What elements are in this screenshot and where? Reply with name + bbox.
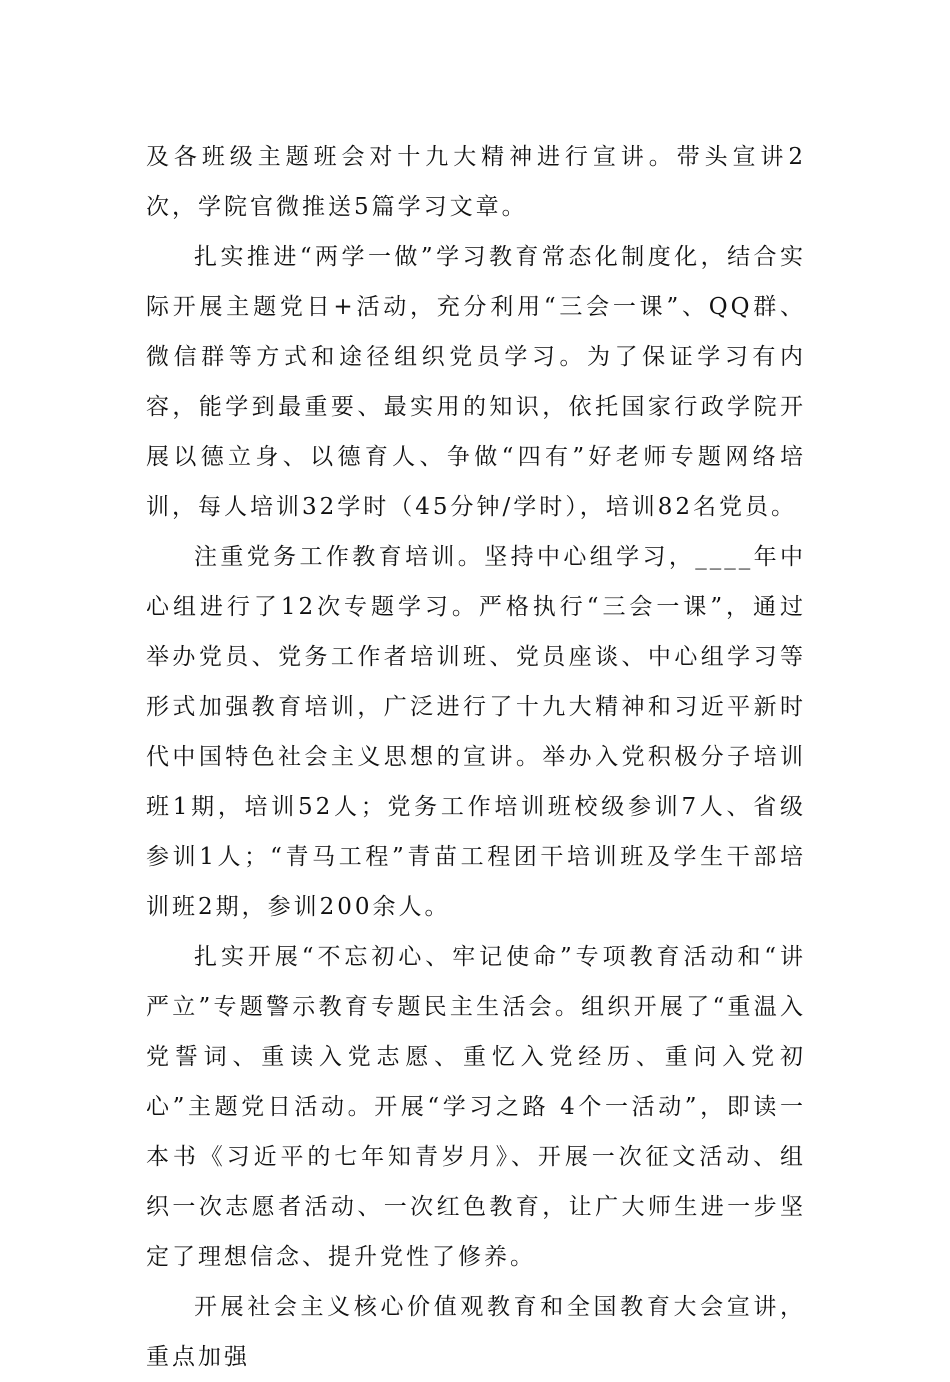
document-body: [146, 132, 806, 1382]
paragraph-two-studies: 扎实推进“两学一做”学习教育常态化制度化，结合实际开展主题党日+活动，充分利用“三会一课”、QQ群、微信群等方式和途径组织党员学习。为了保证学习有内容，能学到最重要、最实用的知识，依托国家行政学院开展以德立身、以德育人、争做“四有”好老师专题网络培训，每人培训32学时（45分钟/学时），培训82名党员。: [146, 244, 806, 520]
paragraph-core-values: 开展社会主义核心价值观教育和全国教育大会宣讲，重点加强: [146, 1294, 806, 1370]
paragraph-continuation: 及各班级主题班会对十九大精神进行宣讲。带头宣讲2次，学院官微推送5篇学习文章。: [146, 144, 806, 220]
paragraph-original-mission: 扎实开展“不忘初心、牢记使命”专项教育活动和“讲严立”专题警示教育专题民主生活会。组织开展了“重温入党誓词、重读入党志愿、重忆入党经历、重问入党初心”主题党日活动。开展“学习之路 4个一活动”，即读一本书《习近平的七年知青岁月》、开展一次征文活动、组织一次志愿者活动、一次红色教育，让广大师生进一步坚定了理想信念、提升党性了修养。: [146, 944, 806, 1270]
paragraph-party-training: 注重党务工作教育培训。坚持中心组学习，____年中心组进行了12次专题学习。严格执行“三会一课”，通过举办党员、党务工作者培训班、党员座谈、中心组学习等形式加强教育培训，广泛进行了十九大精神和习近平新时代中国特色社会主义思想的宣讲。举办入党积极分子培训班1期，培训52人；党务工作培训班校级参训7人、省级参训1人；“青马工程”青苗工程团干培训班及学生干部培训班2期，参训200余人。: [146, 544, 806, 920]
